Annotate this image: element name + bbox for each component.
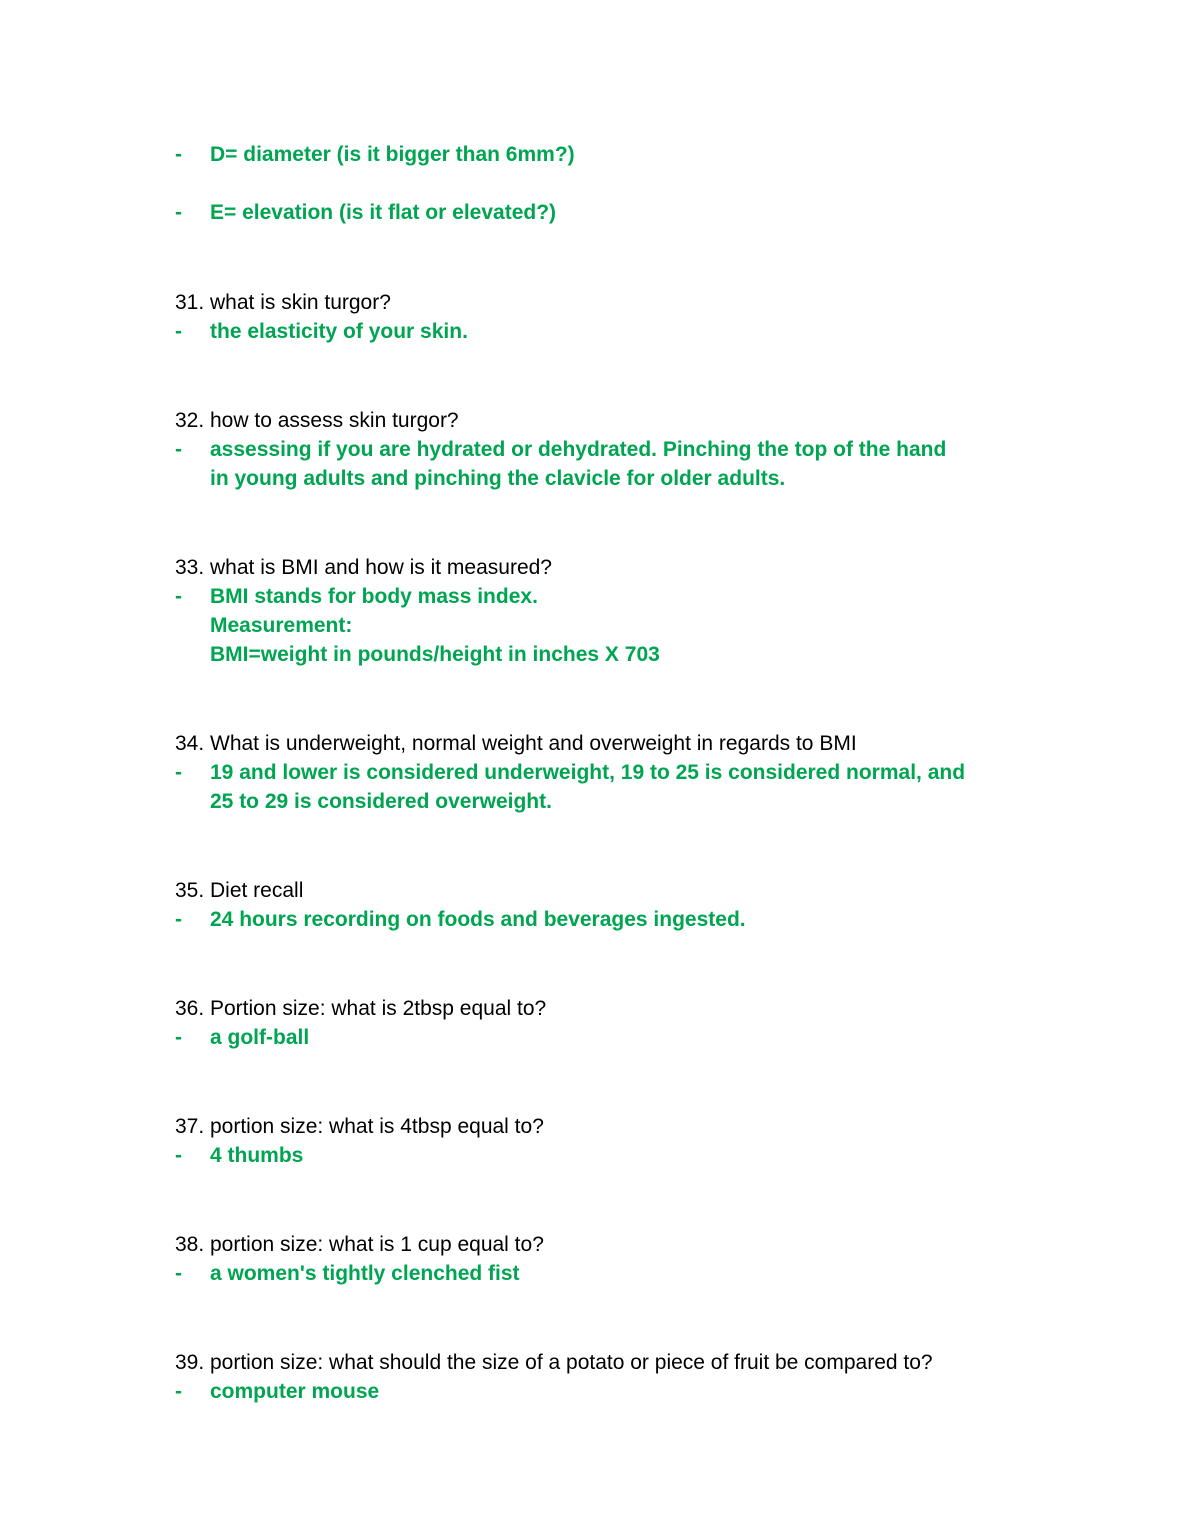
answer-lines bbox=[210, 1259, 520, 1288]
qa-item bbox=[175, 406, 1130, 493]
answer-dash: - bbox=[175, 761, 182, 784]
question-number: 31. bbox=[175, 291, 205, 314]
answer-row bbox=[175, 435, 1130, 493]
qa-item bbox=[175, 994, 1130, 1052]
answer-row bbox=[175, 1141, 1130, 1170]
answer-row bbox=[175, 905, 1130, 934]
answer-line: a golf-ball bbox=[210, 1026, 310, 1049]
answer-row bbox=[175, 317, 1130, 346]
question-row bbox=[175, 1230, 1130, 1259]
question-text: portion size: what should the size of a potato or piece of fruit be compared to? bbox=[210, 1351, 933, 1374]
answer-line: computer mouse bbox=[210, 1380, 380, 1403]
answer-line: assessing if you are hydrated or dehydrated. Pinching the top of the hand bbox=[210, 438, 947, 461]
intro-bullet bbox=[175, 140, 1130, 169]
question-text: portion size: what is 4tbsp equal to? bbox=[210, 1115, 544, 1138]
answer-dash: - bbox=[175, 1262, 182, 1285]
question-text: what is skin turgor? bbox=[210, 291, 391, 314]
qa-item bbox=[175, 1230, 1130, 1288]
question-number: 36. bbox=[175, 997, 205, 1020]
question-text: how to assess skin turgor? bbox=[210, 409, 459, 432]
answer-dash: - bbox=[175, 1144, 182, 1167]
answer-line: in young adults and pinching the clavicle for older adults. bbox=[210, 467, 786, 490]
answer-line: BMI=weight in pounds/height in inches X 703 bbox=[210, 643, 660, 666]
answer-lines bbox=[210, 435, 946, 493]
qa-item bbox=[175, 729, 1130, 816]
question-number: 32. bbox=[175, 409, 205, 432]
bullet-dash: - bbox=[175, 143, 182, 166]
qa-item bbox=[175, 1348, 1130, 1406]
question-text: What is underweight, normal weight and overweight in regards to BMI bbox=[210, 732, 857, 755]
answer-lines bbox=[210, 317, 468, 346]
answer-line: Measurement: bbox=[210, 614, 353, 637]
qa-item bbox=[175, 876, 1130, 934]
question-number: 35. bbox=[175, 879, 205, 902]
answer-line: 19 and lower is considered underweight, 19 to 25 is considered normal, and bbox=[210, 761, 966, 784]
answer-dash: - bbox=[175, 908, 182, 931]
answer-row bbox=[175, 1259, 1130, 1288]
question-row bbox=[175, 729, 1130, 758]
question-number: 33. bbox=[175, 556, 205, 579]
answer-lines bbox=[210, 905, 746, 934]
answer-lines bbox=[210, 758, 965, 816]
answer-dash: - bbox=[175, 320, 182, 343]
answer-line: BMI stands for body mass index. bbox=[210, 585, 538, 608]
answer-line: a women's tightly clenched fist bbox=[210, 1262, 520, 1285]
answer-lines bbox=[210, 582, 660, 669]
answer-row bbox=[175, 582, 1130, 669]
question-row bbox=[175, 553, 1130, 582]
answer-row bbox=[175, 758, 1130, 816]
question-row bbox=[175, 876, 1130, 905]
answer-dash: - bbox=[175, 585, 182, 608]
answer-line: the elasticity of your skin. bbox=[210, 320, 468, 343]
question-text: Portion size: what is 2tbsp equal to? bbox=[210, 997, 547, 1020]
answer-line: 4 thumbs bbox=[210, 1144, 304, 1167]
question-row bbox=[175, 1112, 1130, 1141]
intro-bullet-text: D= diameter (is it bigger than 6mm?) bbox=[210, 143, 575, 166]
question-row bbox=[175, 406, 1130, 435]
answer-lines bbox=[210, 1377, 379, 1406]
answer-dash: - bbox=[175, 1026, 182, 1049]
question-row bbox=[175, 994, 1130, 1023]
question-row bbox=[175, 1348, 1130, 1377]
question-text: portion size: what is 1 cup equal to? bbox=[210, 1233, 544, 1256]
qa-item bbox=[175, 1112, 1130, 1170]
question-number: 34. bbox=[175, 732, 205, 755]
answer-dash: - bbox=[175, 438, 182, 461]
answer-dash: - bbox=[175, 1380, 182, 1403]
answer-line: 24 hours recording on foods and beverages ingested. bbox=[210, 908, 746, 931]
intro-bullet bbox=[175, 198, 1130, 227]
question-number: 38. bbox=[175, 1233, 205, 1256]
question-text: what is BMI and how is it measured? bbox=[210, 556, 552, 579]
answer-row bbox=[175, 1377, 1130, 1406]
answer-row bbox=[175, 1023, 1130, 1052]
qa-item bbox=[175, 553, 1130, 669]
intro-bullet-text: E= elevation (is it flat or elevated?) bbox=[210, 201, 557, 224]
question-row bbox=[175, 288, 1130, 317]
answer-lines bbox=[210, 1023, 309, 1052]
bullet-dash: - bbox=[175, 201, 182, 224]
question-text: Diet recall bbox=[210, 879, 304, 902]
question-number: 37. bbox=[175, 1115, 205, 1138]
question-number: 39. bbox=[175, 1351, 205, 1374]
answer-lines bbox=[210, 1141, 303, 1170]
qa-item bbox=[175, 288, 1130, 346]
answer-line: 25 to 29 is considered overweight. bbox=[210, 790, 552, 813]
